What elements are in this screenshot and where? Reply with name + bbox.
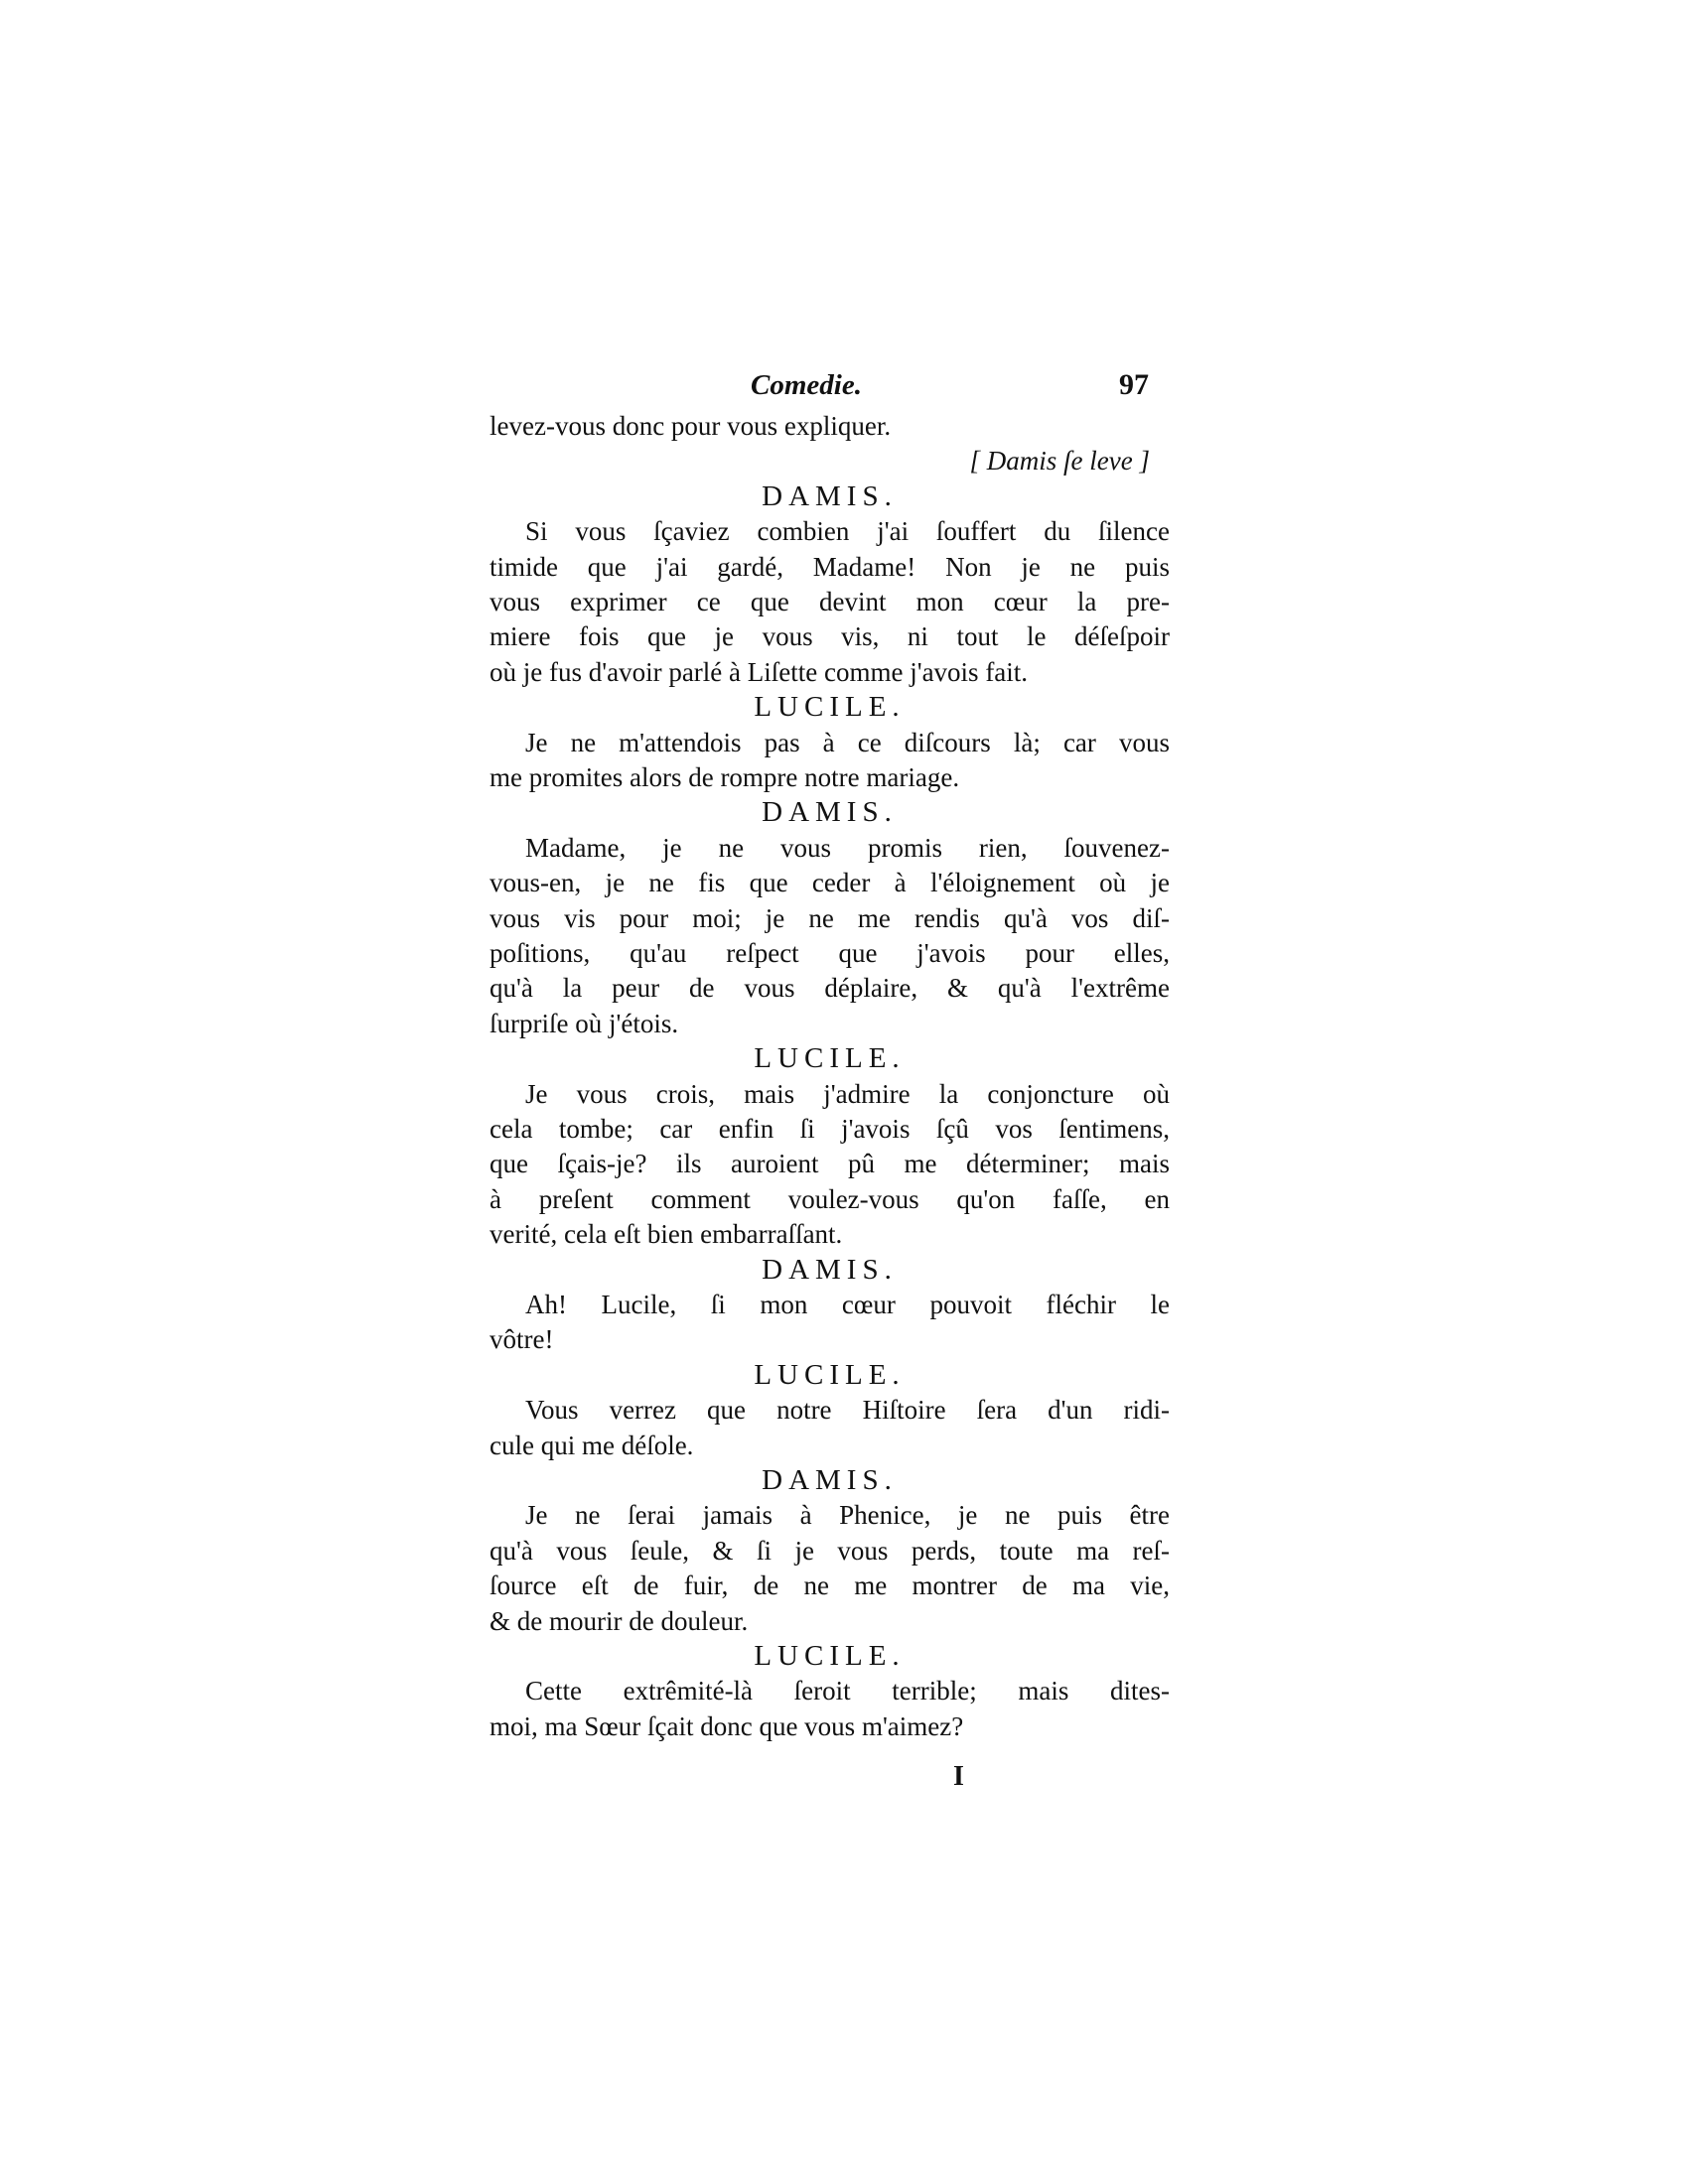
text-line: qu'à la peur de vous déplaire, & qu'à l'extrême	[490, 973, 1170, 1003]
text-line: cule qui me déſole.	[490, 1431, 694, 1460]
signature-mark: I	[953, 1761, 964, 1792]
text-line: levez-vous donc pour vous expliquer.	[490, 411, 892, 441]
text-line: me promites alors de rompre notre mariage.	[490, 762, 960, 792]
text-line: timide que j'ai gardé, Madame! Non je ne puis	[490, 552, 1170, 582]
text-line: ſurpriſe où j'étois.	[490, 1009, 679, 1038]
speaker-name: DAMIS.	[762, 796, 898, 828]
text-line: cela tombe; car enfin ſi j'avois ſçû vos ſentimens,	[490, 1114, 1170, 1144]
text-line: moi, ma Sœur ſçait donc que vous m'aimez?	[490, 1711, 964, 1741]
text-line: à preſent comment voulez-vous qu'on faſſe, en	[490, 1184, 1170, 1214]
page-number: 97	[1119, 368, 1149, 401]
text-line: que ſçais-je? ils auroient pû me déterminer; mais	[490, 1149, 1170, 1178]
speaker-name: DAMIS.	[762, 1254, 898, 1286]
text-line: vôtre!	[490, 1324, 554, 1354]
speaker-name: DAMIS.	[762, 1464, 898, 1496]
text-line: Cette extrêmité-là ſeroit terrible; mais dites-	[525, 1676, 1170, 1706]
text-line: vous-en, je ne fis que ceder à l'éloignement où je	[490, 868, 1170, 897]
text-line: où je fus d'avoir parlé à Liſette comme j'avois fait.	[490, 657, 1029, 687]
text-line: miere fois que je vous vis, ni tout le déſeſpoir	[490, 621, 1170, 651]
text-line: Je ne ſerai jamais à Phenice, je ne puis être	[525, 1500, 1170, 1530]
text-line: vous exprimer ce que devint mon cœur la pre-	[490, 587, 1170, 616]
text-line: Vous verrez que notre Hiſtoire ſera d'un ridi-	[525, 1395, 1170, 1425]
text-line: Ah! Lucile, ſi mon cœur pouvoit fléchir le	[525, 1290, 1170, 1319]
text-line: Si vous ſçaviez combien j'ai ſouffert du ſilence	[525, 516, 1170, 546]
running-title: Comedie.	[751, 369, 862, 401]
text-line: Madame, je ne vous promis rien, ſouvenez-	[525, 833, 1170, 863]
text-line: & de mourir de douleur.	[490, 1606, 749, 1636]
speaker-name: LUCILE.	[754, 691, 906, 723]
speaker-name: LUCILE.	[754, 1640, 906, 1672]
speaker-name: LUCILE.	[754, 1042, 906, 1074]
text-line: vous vis pour moi; je ne me rendis qu'à vos diſ-	[490, 903, 1170, 933]
stage-direction: [ Damis ſe leve ]	[969, 446, 1150, 476]
text-line: Je ne m'attendois pas à ce diſcours là; car vous	[525, 728, 1170, 757]
text-line: Je vous crois, mais j'admire la conjoncture où	[525, 1079, 1170, 1109]
speaker-name: LUCILE.	[754, 1359, 906, 1391]
speaker-name: DAMIS.	[762, 480, 898, 512]
text-line: poſitions, qu'au reſpect que j'avois pour elles,	[490, 938, 1170, 968]
text-line: ſource eſt de fuir, de ne me montrer de ma vie,	[490, 1570, 1170, 1600]
text-line: verité, cela eſt bien embarraſſant.	[490, 1219, 843, 1249]
text-line: qu'à vous ſeule, & ſi je vous perds, toute ma reſ-	[490, 1536, 1170, 1566]
